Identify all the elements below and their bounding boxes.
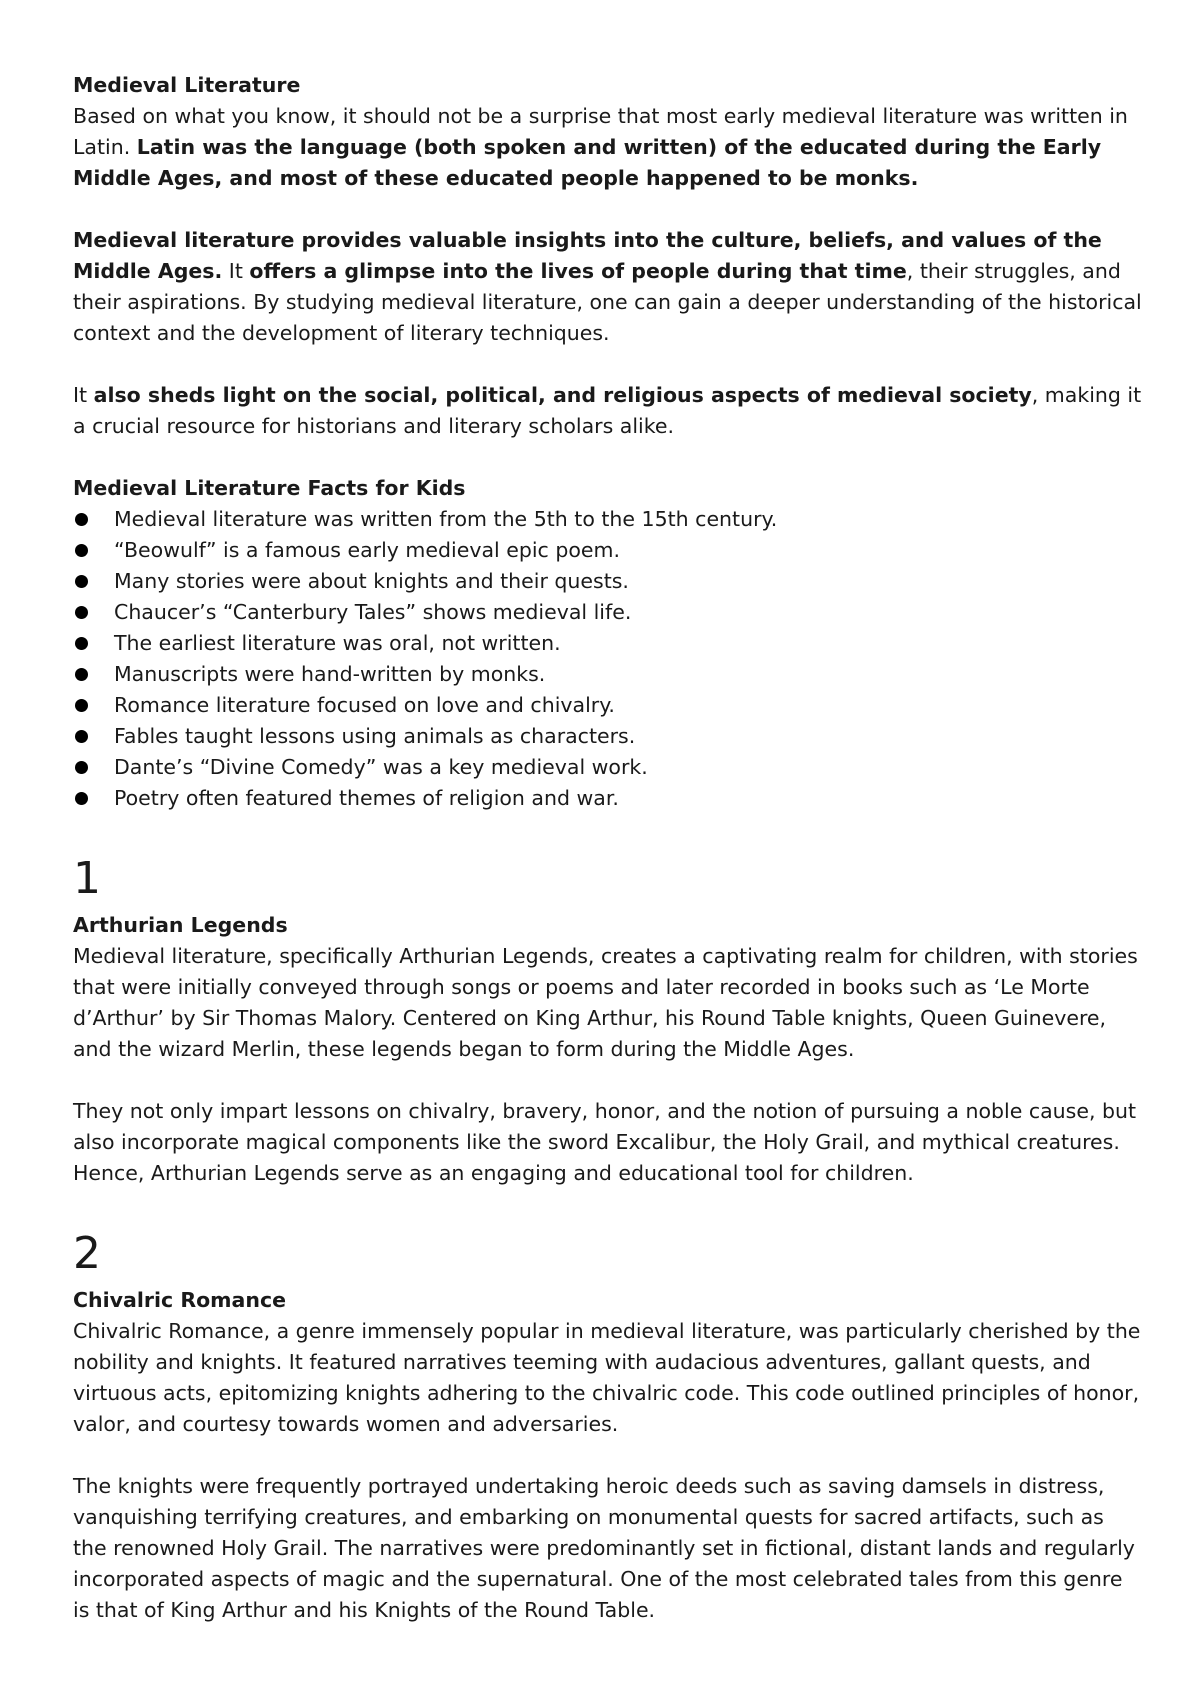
spacer	[73, 442, 1143, 473]
fact-text: Romance literature focused on love and chivalry.	[114, 693, 615, 717]
section-1-paragraph-1: Medieval literature, specifically Arthurian Legends, creates a captivating realm for children, with stories that were initially conveyed through songs or poems and later recorded in books such as ‘Le Morte d’Arthur’ by Sir Thomas Malory. Centered on King Arthur, his Round Table knights, Queen Guinevere, and the wizard Merlin, these legends began to form during the Middle Ages.	[73, 944, 1138, 1061]
spacer	[73, 349, 1143, 380]
intro-p2-text-1: It	[222, 259, 250, 283]
intro-p1-bold: Latin was the language (both spoken and written) of the educated during the Early Middle Ages, and most of these educated people happened to be monks.	[73, 135, 1102, 190]
intro-p2-bold-2: offers a glimpse into the lives of people during that time	[249, 259, 907, 283]
bullet-icon	[75, 575, 88, 588]
section-1-number: 1	[73, 853, 101, 904]
section-2-paragraph-2: The knights were frequently portrayed undertaking heroic deeds such as saving damsels in distress, vanquishing terrifying creatures, and embarking on monumental quests for sacred artifacts, such as the renowned Holy Grail. The narratives were predominantly set in fictional, distant lands and regularly incorporated aspects of magic and the supernatural. One of the most celebrated tales from this genre is that of King Arthur and his Knights of the Round Table.	[73, 1474, 1135, 1622]
list-item	[73, 783, 1143, 814]
section-2-number: 2	[73, 1228, 101, 1279]
facts-heading: Medieval Literature Facts for Kids	[73, 476, 466, 500]
section-1-paragraph-2: They not only impart lessons on chivalry, bravery, honor, and the notion of pursuing a noble cause, but also incorporate magical components like the sword Excalibur, the Holy Grail, and mythical creatures. Hence, Arthurian Legends serve as an engaging and educational tool for children.	[73, 1099, 1137, 1185]
bullet-icon	[75, 544, 88, 557]
section-2-heading: Chivalric Romance	[73, 1288, 287, 1312]
intro-p3-text-2: , making it a crucial resource for historians and literary scholars alike.	[73, 383, 1142, 438]
list-item	[73, 504, 1143, 535]
intro-p3-bold: also sheds light on the social, political, and religious aspects of medieval society	[93, 383, 1032, 407]
section-2-paragraph-1: Chivalric Romance, a genre immensely popular in medieval literature, was particularly cherished by the nobility and knights. It featured narratives teeming with audacious adventures, gallant quests, and virtuous acts, epitomizing knights adhering to the chivalric code. This code outlined principles of honor, valor, and courtesy towards women and adversaries.	[73, 1319, 1141, 1436]
intro-p2-bold-1: Medieval literature provides valuable insights into the culture, beliefs, and values of the Middle Ages.	[73, 228, 1102, 283]
list-item	[73, 535, 1143, 566]
bullet-icon	[75, 637, 88, 650]
intro-p2-text-2: , their struggles, and their aspirations. By studying medieval literature, one can gain a deeper understanding of the historical context and the development of literary techniques.	[73, 259, 1142, 345]
spacer	[73, 1440, 1143, 1471]
list-item	[73, 566, 1143, 597]
spacer	[73, 1065, 1143, 1096]
fact-text: Dante’s “Divine Comedy” was a key medieval work.	[114, 755, 648, 779]
section-1-heading: Arthurian Legends	[73, 913, 288, 937]
bullet-icon	[75, 668, 88, 681]
fact-text: Chaucer’s “Canterbury Tales” shows medieval life.	[114, 600, 632, 624]
list-item	[73, 721, 1143, 752]
intro-p1-text: Based on what you know, it should not be a surprise that most early medieval literature was written in Latin.	[73, 104, 1128, 159]
bullet-icon	[75, 761, 88, 774]
spacer	[73, 194, 1143, 225]
fact-text: “Beowulf” is a famous early medieval epic poem.	[114, 538, 620, 562]
facts-list	[73, 504, 1143, 814]
intro-paragraph-1	[73, 101, 1143, 194]
intro-p3-text-1: It	[73, 383, 94, 407]
bullet-icon	[75, 513, 88, 526]
intro-heading: Medieval Literature	[73, 73, 301, 97]
fact-text: Poetry often featured themes of religion and war.	[114, 786, 619, 810]
list-item	[73, 659, 1143, 690]
fact-text: Manuscripts were hand-written by monks.	[114, 662, 546, 686]
list-item	[73, 690, 1143, 721]
bullet-icon	[75, 699, 88, 712]
list-item	[73, 628, 1143, 659]
bullet-icon	[75, 606, 88, 619]
intro-paragraph-2	[73, 225, 1143, 349]
list-item	[73, 752, 1143, 783]
bullet-icon	[75, 730, 88, 743]
bullet-icon	[75, 792, 88, 805]
fact-text: Fables taught lessons using animals as characters.	[114, 724, 636, 748]
fact-text: The earliest literature was oral, not written.	[114, 631, 561, 655]
document-page	[73, 70, 1143, 1626]
fact-text: Medieval literature was written from the 5th to the 15th century.	[114, 507, 778, 531]
fact-text: Many stories were about knights and their quests.	[114, 569, 629, 593]
list-item	[73, 597, 1143, 628]
intro-paragraph-3	[73, 380, 1143, 442]
